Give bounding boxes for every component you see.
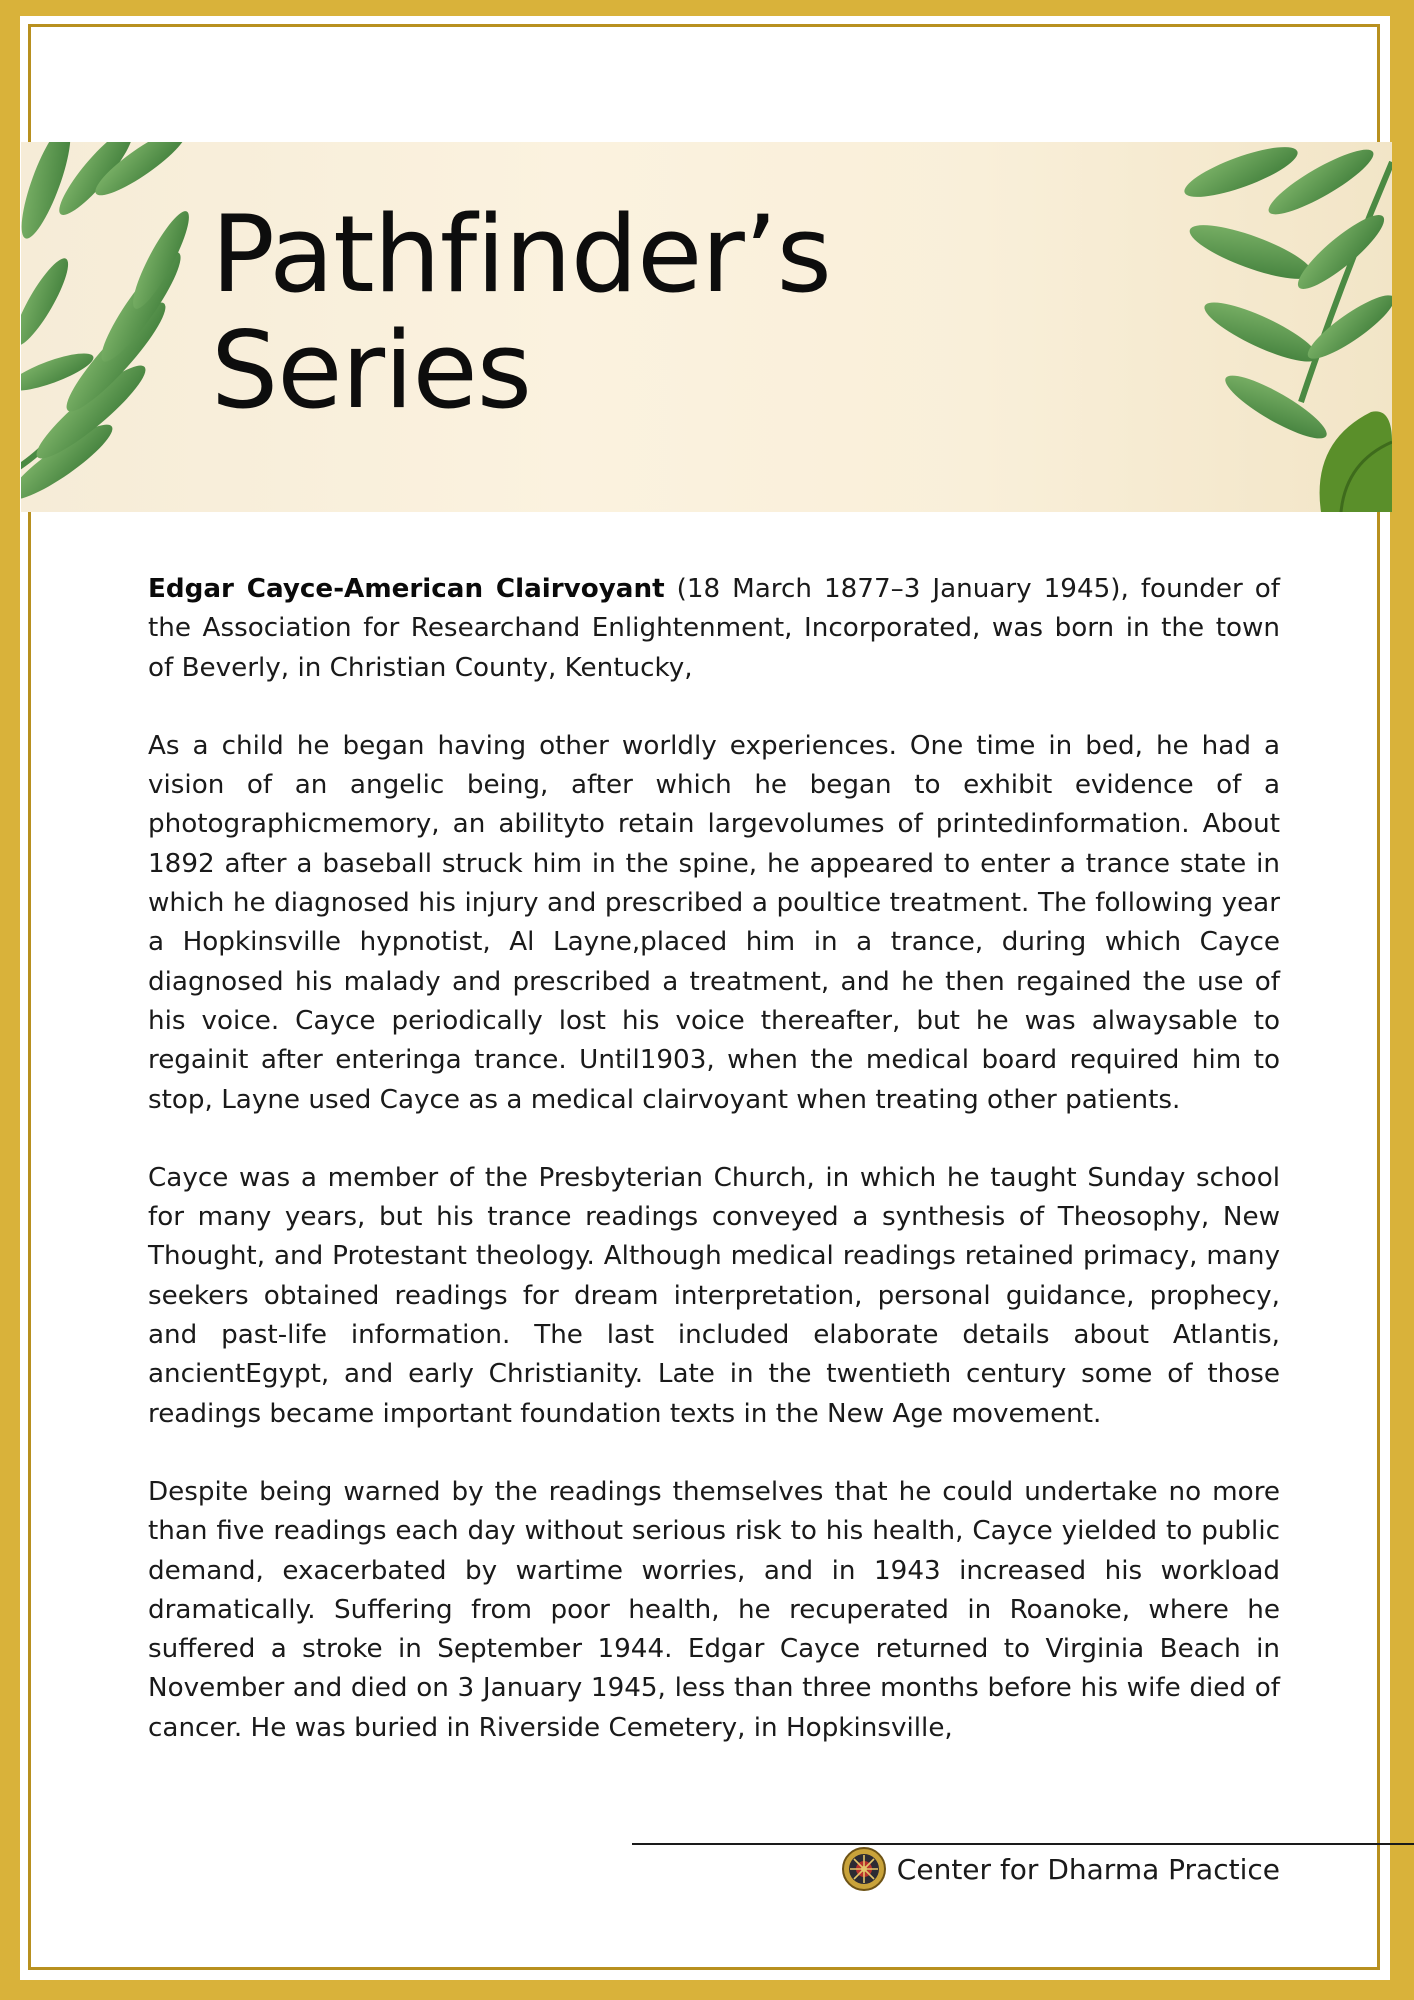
title-line-2: Series bbox=[211, 309, 531, 432]
page-title bbox=[211, 193, 831, 432]
dharma-emblem-icon bbox=[841, 1846, 887, 1892]
article-body bbox=[148, 570, 1280, 1748]
footer-divider bbox=[632, 1843, 1414, 1845]
title-line-1: Pathfinder’s bbox=[211, 193, 831, 316]
organization-name: Center for Dharma Practice bbox=[896, 1852, 1280, 1886]
footer bbox=[841, 1846, 1280, 1892]
paragraph-1-text: (18 March 1877–3 January 1945), founder of the Association for Researchand Enlightenment, Incorporated, was born in the town of Beverly, in Christian County, Kentucky, bbox=[148, 574, 1280, 683]
paragraph-3: Cayce was a member of the Presbyterian Church, in which he taught Sunday school for many years, but his trance readings conveyed a synthesis of Theosophy, New Thought, and Protestant theology. Although medical readings retained primacy, many seekers obtained readings for dream interpretation, personal guidance, prophecy, and past-life information. The last included elaborate details about Atlantis, ancientEgypt, and early Christianity. Late in the twentieth century some of those readings became important foundation texts in the New Age movement. bbox=[148, 1162, 1280, 1429]
paragraph-2: As a child he began having other worldly experiences. One time in bed, he had a vision of an angelic being, after which he began to exhibit evidence of a photographicmemory, an abilityto retain largevolumes of printedinformation. About 1892 after a baseball struck him in the spine, he appeared to enter a trance state in which he diagnosed his injury and prescribed a poultice treatment. The following year a Hopkinsville hypnotist, Al Layne,placed him in a trance, during which Cayce diagnosed his malady and prescribed a treatment, and he then regained the use of his voice. Cayce periodically lost his voice thereafter, but he was alwaysable to regainit after enteringa trance. Until1903, when the medical board required him to stop, Layne used Cayce as a medical clairvoyant when treating other patients. bbox=[148, 730, 1280, 1115]
header-banner bbox=[21, 142, 1392, 512]
paragraph-1 bbox=[148, 570, 1280, 688]
subject-name: Edgar Cayce-American Clairvoyant bbox=[148, 574, 665, 604]
paragraph-4: Despite being warned by the readings themselves that he could undertake no more than five readings each day without serious risk to his health, Cayce yielded to public demand, exacerbated by wartime worries, and in 1943 increased his workload dramatically. Suffering from poor health, he recuperated in Roanoke, where he suffered a stroke in September 1944. Edgar Cayce returned to Virginia Beach in November and died on 3 January 1945, less than three months before his wife died of cancer. He was buried in Riverside Cemetery, in Hopkinsville, bbox=[148, 1476, 1280, 1743]
